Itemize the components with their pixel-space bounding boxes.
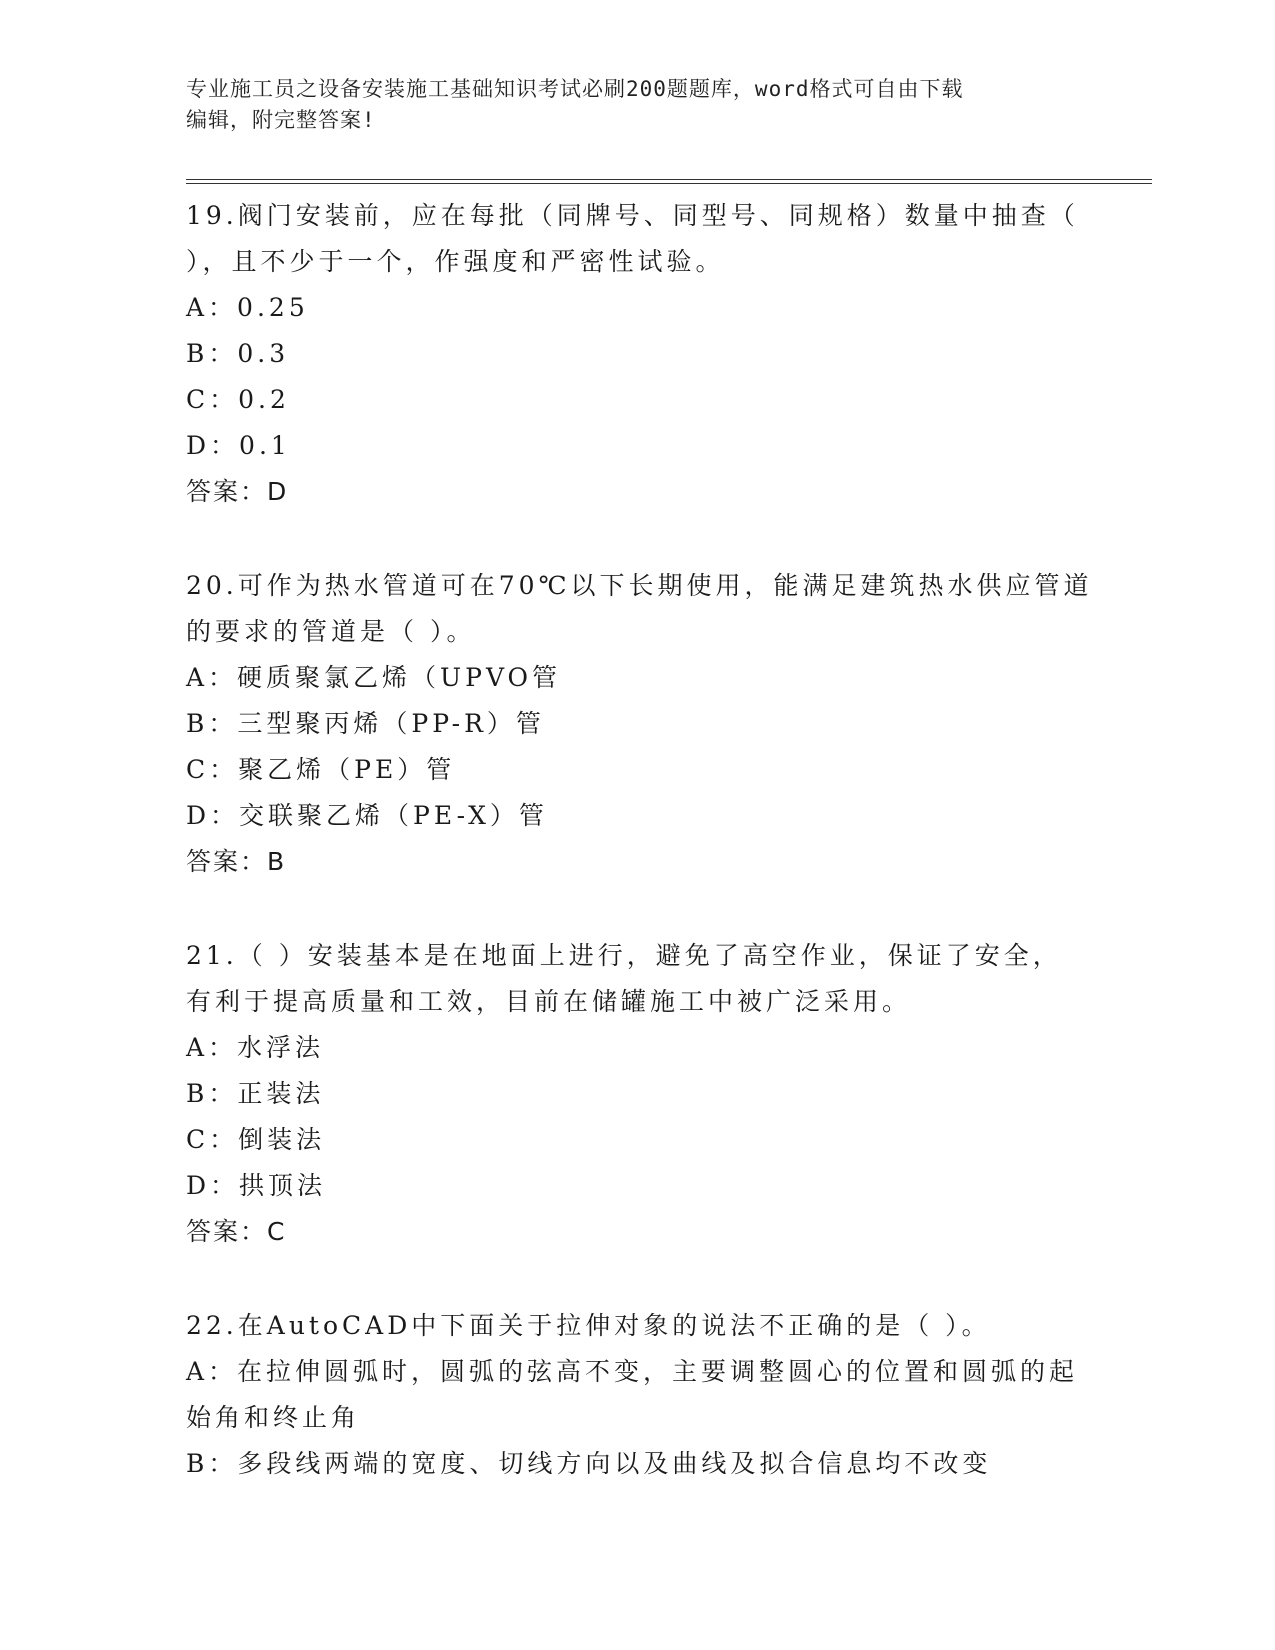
header-divider-bottom	[186, 183, 1152, 184]
option-b: B：正装法	[186, 1079, 325, 1108]
option-a-continued: 始角和终止角	[186, 1403, 361, 1432]
header-title-line-1: 专业施工员之设备安装施工基础知识考试必刷200题题库，word格式可自由下载	[186, 77, 964, 101]
question-text: ），且不少于一个，作强度和严密性试验。	[186, 247, 725, 276]
question-22	[186, 1303, 1086, 1487]
option-a: A：硬质聚氯乙烯（UPVO管	[186, 663, 562, 692]
answer-line: 答案：B	[186, 847, 287, 876]
question-20	[186, 563, 1093, 885]
question-text: 21.（ ）安装基本是在地面上进行，避免了高空作业，保证了安全，	[186, 941, 1062, 970]
question-text: 22.在AutoCAD中下面关于拉伸对象的说法不正确的是（ ）。	[186, 1311, 991, 1340]
option-b: B：0.3	[186, 339, 290, 368]
option-a: A：0.25	[186, 293, 309, 322]
question-text: 19.阀门安装前，应在每批（同牌号、同型号、同规格）数量中抽查（	[186, 201, 1079, 230]
header-title-line-2: 编辑，附完整答案!	[186, 108, 376, 132]
question-text: 20.可作为热水管道可在70℃以下长期使用，能满足建筑热水供应管道	[186, 571, 1093, 600]
option-c: C：0.2	[186, 385, 290, 414]
option-c: C：倒装法	[186, 1125, 326, 1154]
option-d: D：0.1	[186, 431, 291, 460]
document-header	[186, 74, 1066, 136]
question-text: 有利于提高质量和工效，目前在储罐施工中被广泛采用。	[186, 987, 912, 1016]
header-divider-top	[186, 179, 1152, 180]
option-d: D：拱顶法	[186, 1171, 327, 1200]
question-text: 的要求的管道是（ ）。	[186, 617, 476, 646]
option-a: A：水浮法	[186, 1033, 325, 1062]
option-d: D：交联聚乙烯（PE-X）管	[186, 801, 548, 830]
option-c: C：聚乙烯（PE）管	[186, 755, 456, 784]
question-21	[186, 933, 1086, 1255]
answer-line: 答案：C	[186, 1217, 287, 1246]
question-list	[186, 193, 1093, 1487]
option-b: B：三型聚丙烯（PP-R）管	[186, 709, 545, 738]
question-19	[186, 193, 1086, 515]
answer-line: 答案：D	[186, 477, 289, 506]
option-b: B：多段线两端的宽度、切线方向以及曲线及拟合信息均不改变	[186, 1449, 992, 1478]
option-a: A：在拉伸圆弧时，圆弧的弦高不变，主要调整圆心的位置和圆弧的起	[186, 1357, 1079, 1386]
